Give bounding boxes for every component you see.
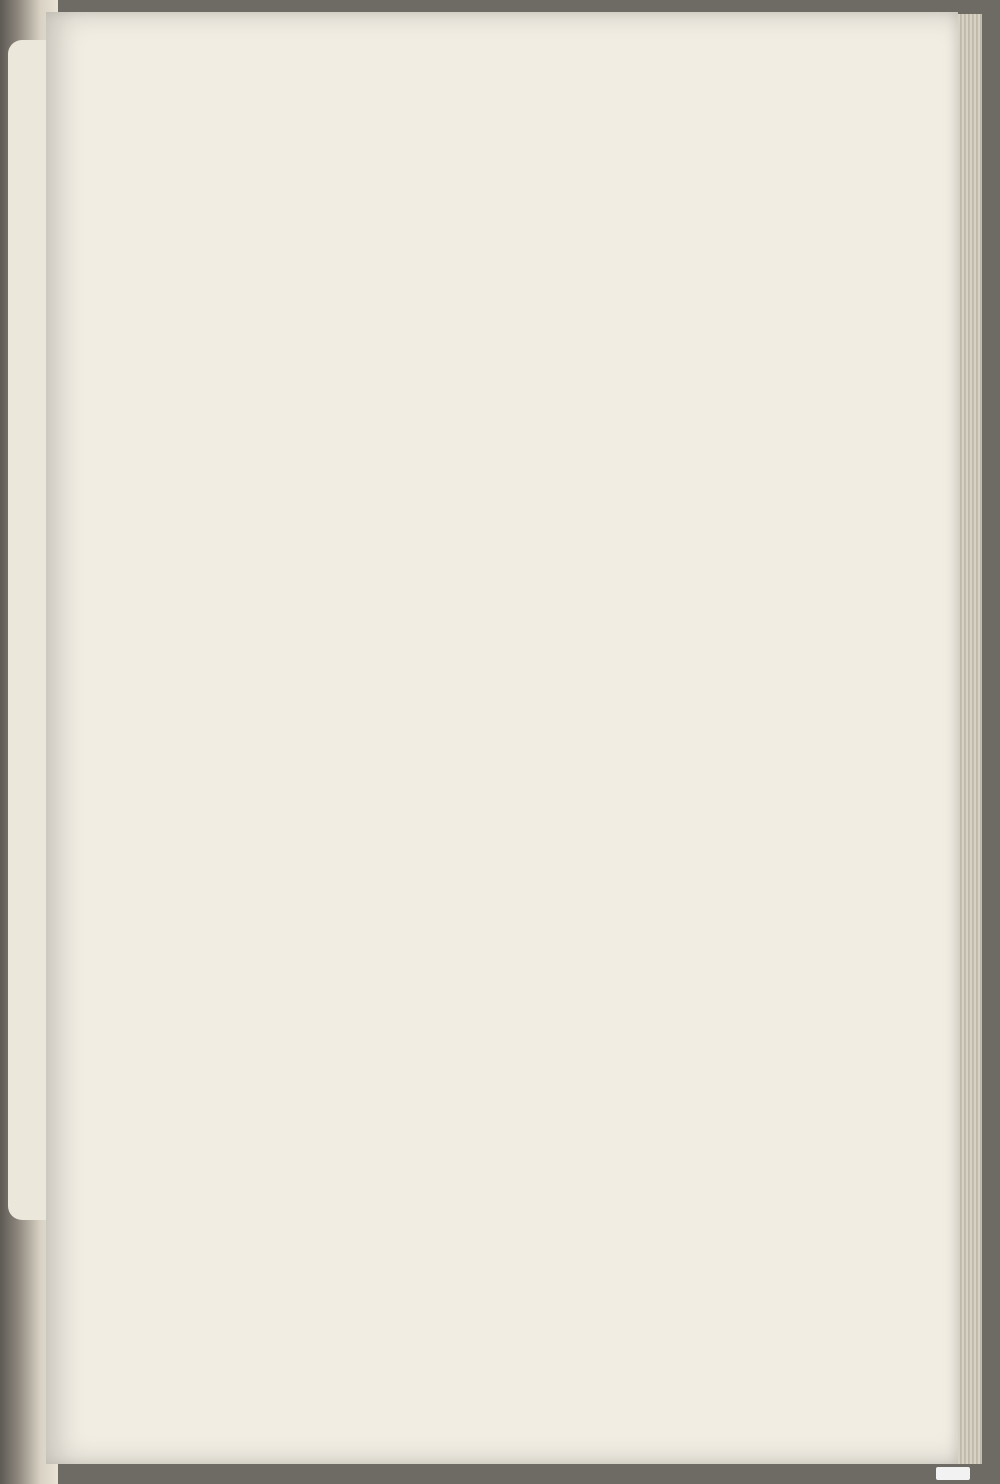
previous-page-edge xyxy=(8,40,48,1220)
page-stack-edge xyxy=(958,14,982,1464)
dfg-logo-icon xyxy=(936,1467,970,1480)
digitization-footer xyxy=(930,1467,970,1480)
book-page xyxy=(46,12,958,1464)
